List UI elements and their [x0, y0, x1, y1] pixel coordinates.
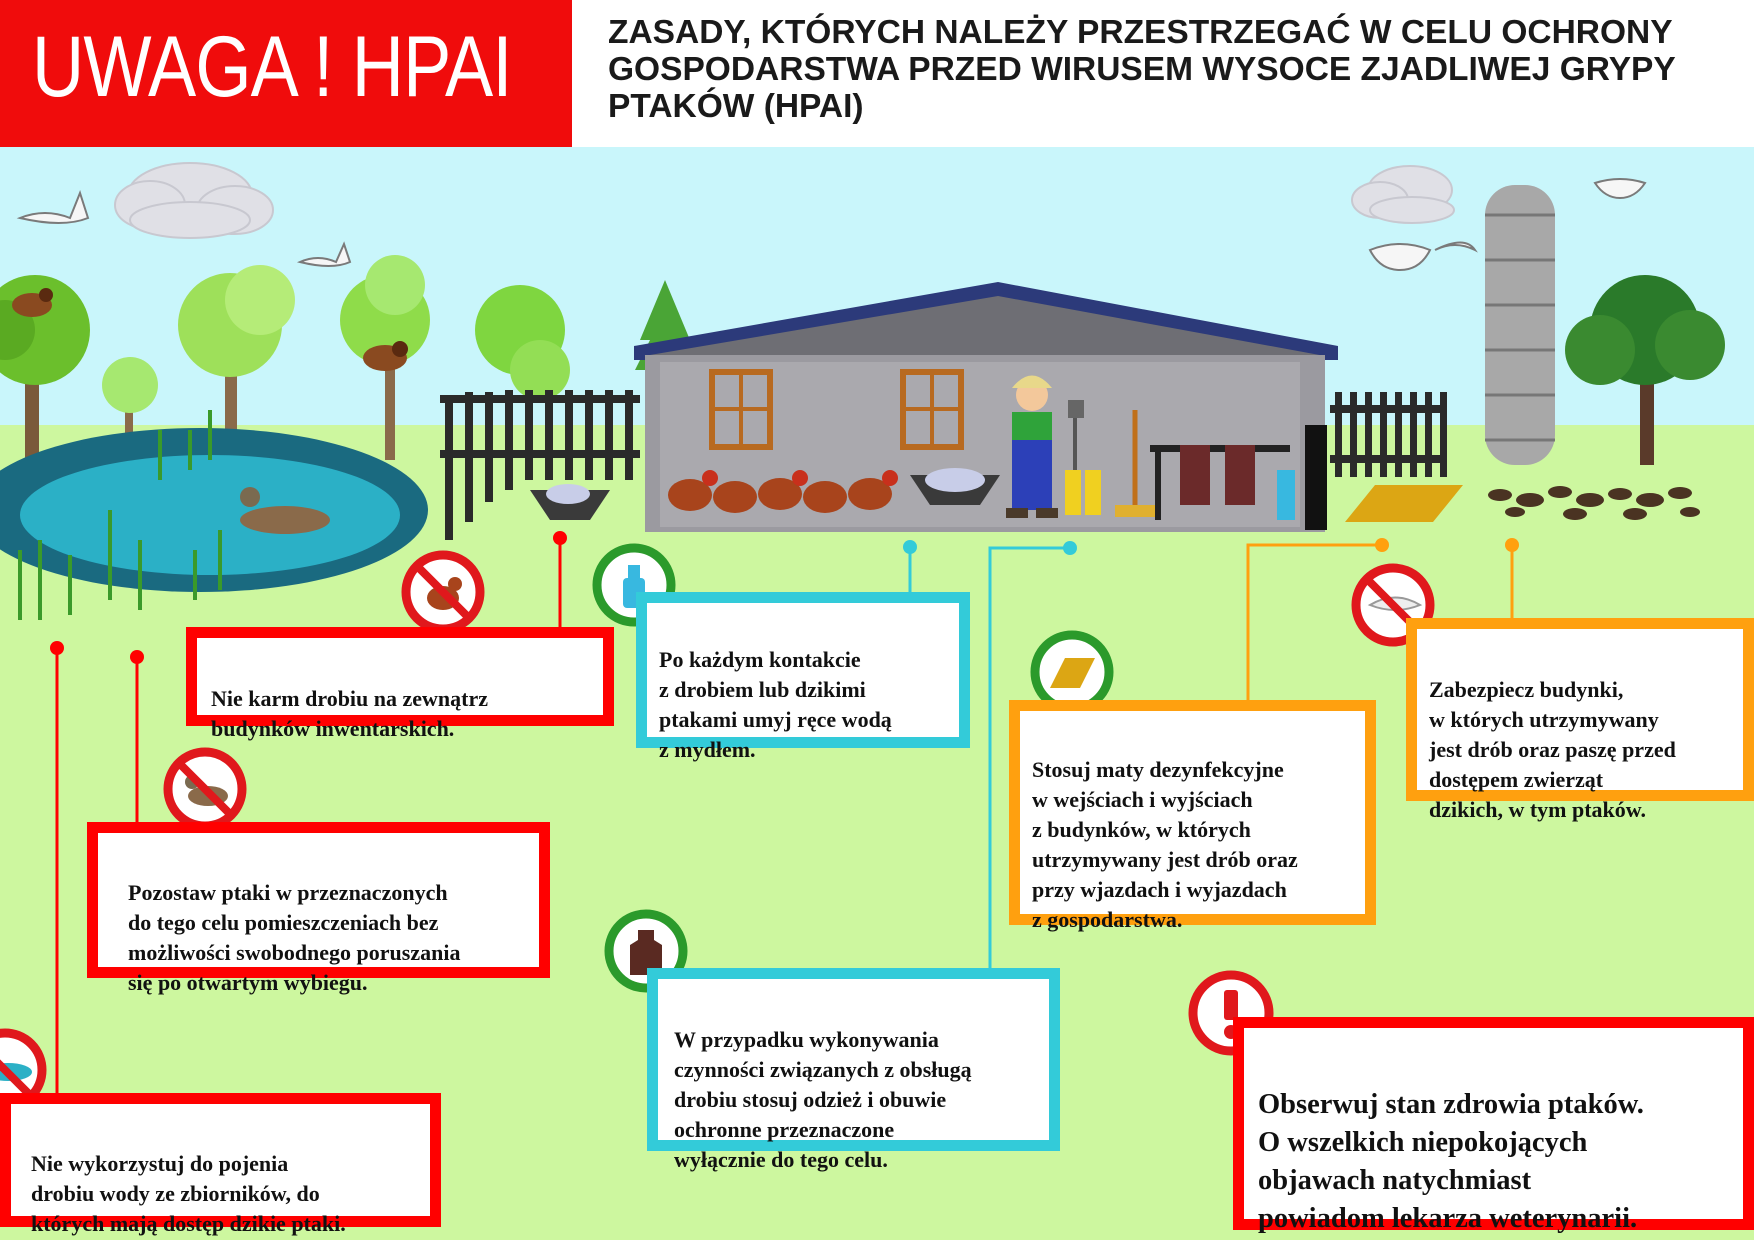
- rule-box-mats: [1009, 700, 1376, 932]
- title-banner: [0, 0, 572, 147]
- rule-box-secure: [1406, 618, 1754, 822]
- rule-text-observe: Obserwuj stan zdrowia ptaków. O wszelkich niepokojących objawach natychmiast powiadom lekarza weterynarii.: [1258, 1089, 1644, 1234]
- rule-box-keep: [87, 822, 550, 995]
- rule-text-secure: Zabezpiecz budynki, w których utrzymywany jest drób oraz paszę przed dostępem zwierząt dzikich, w tym ptaków.: [1429, 677, 1676, 822]
- page-subtitle: ZASADY, KTÓRYCH NALEŻY PRZESTRZEGAĆ W CELU OCHRONY GOSPODARSTWA PRZED WIRUSEM WYSOCE ZJADLIWEJ GRYPY PTAKÓW (HPAI): [608, 14, 1676, 125]
- rule-box-clothes: [647, 968, 1060, 1172]
- rule-box-observe: [1233, 1017, 1754, 1234]
- rule-text-clothes: W przypadku wykonywania czynności związanych z obsługą drobiu stosuj odzież i obuwie ochronne przeznaczone wyłącznie do tego celu.: [674, 1027, 972, 1172]
- mat-icon: [1035, 635, 1109, 709]
- silo-icon: [1485, 185, 1555, 465]
- no-chicken-icon: [406, 555, 480, 629]
- rule-text-mats: Stosuj maty dezynfekcyjne w wejściach i wyjściach z budynków, w których utrzymywany jest drób oraz przy wjazdach i wyjazdach z gospodarstwa.: [1032, 757, 1298, 932]
- header: [0, 0, 1754, 147]
- rule-box-water: [0, 1093, 441, 1236]
- rule-text-keep: Pozostaw ptaki w przeznaczonych do tego celu pomieszczeniach bez możliwości swobodnego poruszania się po otwartym wybiegu.: [128, 880, 461, 995]
- rule-box-feed: [186, 627, 614, 741]
- rule-text-water: Nie wykorzystuj do pojenia drobiu wody ze zbiorników, do których mają dostęp dzikie ptaki.: [31, 1151, 346, 1236]
- rule-text-wash: Po każdym kontakcie z drobiem lub dzikimi ptakami umyj ręce wodą z mydłem.: [659, 647, 892, 762]
- page-title: UWAGA ! HPAI: [32, 19, 512, 115]
- rule-text-feed: Nie karm drobiu na zewnątrz budynków inwentarskich.: [211, 686, 489, 741]
- rule-box-wash: [636, 592, 970, 762]
- no-duck-icon: [168, 752, 242, 826]
